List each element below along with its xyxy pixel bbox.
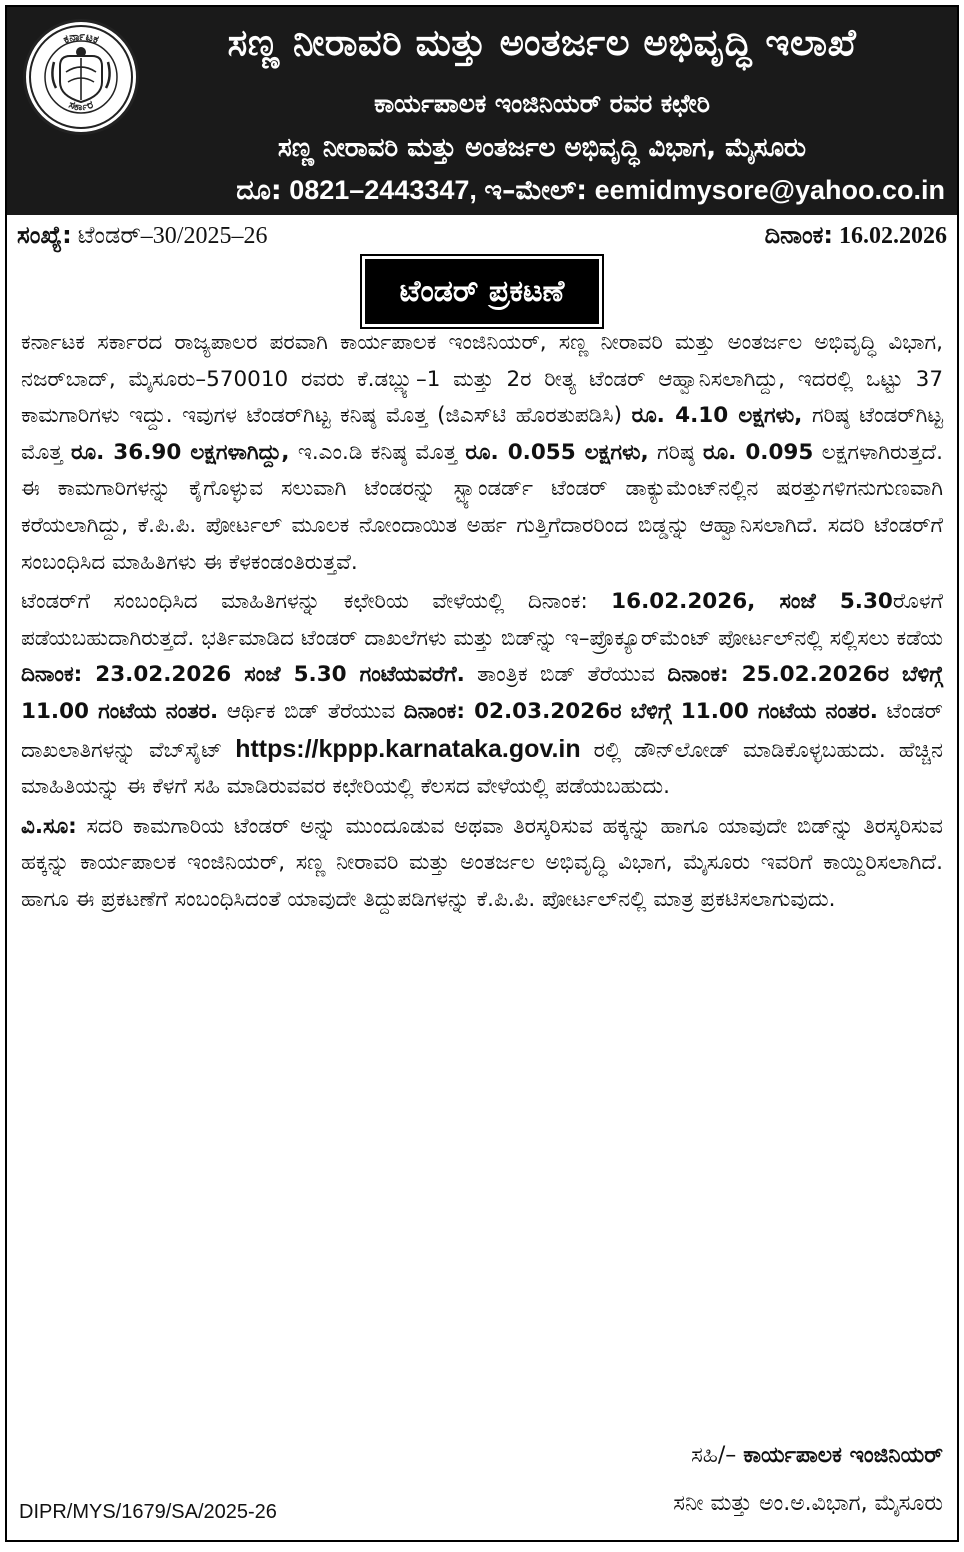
- note-label: ವಿ.ಸೂ:: [21, 813, 77, 839]
- email-label: ಇ–ಮೇಲ್:: [484, 175, 588, 206]
- tender-notice: [5, 5, 959, 1542]
- notice-meta: [7, 215, 957, 255]
- paragraph-schedule: [21, 584, 943, 806]
- p2-text-2: ರೊಳಗೆ ಪಡೆಯಬಹುದಾಗಿರುತ್ತದೆ. ಭರ್ತಿಮಾಡಿದ ಟೆಂಡರ್ ದಾಖಲೆಗಳು ಮತ್ತು ಬಿಡ್‌ನ್ನು ಇ–ಪ್ರೊಕ್ಯೂರ್‌ಮೆಂಟ್ ಪೋರ್ಟಲ್‌ನಲ್ಲಿ ಸಲ್ಲಿಸಲು ಕಡೆಯ: [21, 589, 943, 651]
- signature-office: ಸನೀ ಮತ್ತು ಅಂ.ಅ.ವಿಭಾಗ, ಮೈಸೂರು: [673, 1491, 943, 1516]
- department-title: ಸಣ್ಣ ನೀರಾವರಿ ಮತ್ತು ಅಂತರ್ಜಲ ಅಭಿವೃದ್ಧಿ ಇಲಾಖೆ: [227, 21, 857, 64]
- notice-number: ಟೆಂಡರ್–30/2025–26: [77, 223, 268, 249]
- note-text: ಸದರಿ ಕಾಮಗಾರಿಯ ಟೆಂಡರ್ ಅನ್ನು ಮುಂದೂಡುವ ಅಥವಾ ತಿರಸ್ಕರಿಸುವ ಹಕ್ಕನ್ನು ಹಾಗೂ ಯಾವುದೇ ಬಿಡ್‌ನ್ನು ತಿರಸ್ಕರಿಸುವ ಹಕ್ಕನ್ನು ಕಾರ್ಯಪಾಲಕ ಇಂಜಿನಿಯರ್, ಸಣ್ಣ ನೀರಾವರಿ ಮತ್ತು ಅಂತರ್ಜಲ ಅಭಿವೃದ್ಧಿ ವಿಭಾಗ, ಮೈಸೂರು ಇವರಿಗೆ ಕಾಯ್ದಿರಿಸಲಾಗಿದೆ. ಹಾಗೂ ಈ ಪ್ರಕಟಣೆಗೆ ಸಂಬಂಧಿಸಿದಂತೆ ಯಾವುದೇ ತಿದ್ದುಪಡಿಗಳನ್ನು ಕೆ.ಪಿ.ಪಿ. ಪೋರ್ಟಲ್‌ನಲ್ಲಿ ಮಾತ್ರ ಪ್ರಕಟಿಸಲಾಗುವುದು.: [21, 813, 943, 912]
- p2-financial-bid-opening: ದಿನಾಂಕ: 02.03.2026ರ ಬೆಳಿಗ್ಗೆ 11.00 ಗಂಟೆಯ ನಂತರ.: [403, 698, 878, 724]
- p2-technical-bid-opening: ದಿನಾಂಕ: 25.02.2026ರ ಬೆಳಿಗ್ಗೆ 11.00 ಗಂಟೆಯ ನಂತರ.: [21, 662, 943, 724]
- signature-designation: ಕಾರ್ಯಪಾಲಕ ಇಂಜಿನಿಯರ್: [743, 1443, 943, 1468]
- phone-number: 0821–2443347,: [289, 175, 477, 205]
- portal-link[interactable]: https://kppp.karnataka.gov.in: [235, 734, 581, 763]
- office-title: ಕಾರ್ಯಪಾಲಕ ಇಂಜಿನಿಯರ್ ರವರ ಕಛೇರಿ: [374, 89, 710, 118]
- p2-info-deadline: 16.02.2026, ಸಂಜೆ 5.30: [611, 589, 893, 615]
- contact-line: [139, 175, 945, 207]
- karnataka-emblem-icon: [23, 19, 139, 135]
- dipr-reference: DIPR/MYS/1679/SA/2025-26: [19, 1501, 277, 1523]
- p1-max-amount: ರೂ. 36.90 ಲಕ್ಷಗಳಾಗಿದ್ದು,: [71, 439, 290, 465]
- p2-text-1: ಟೆಂಡರ್‌ಗೆ ಸಂಬಂಧಿಸಿದ ಮಾಹಿತಿಗಳನ್ನು ಕಛೇರಿಯ ವೇಳೆಯಲ್ಲಿ ದಿನಾಂಕ:: [21, 589, 612, 615]
- phone-label: ದೂ:: [236, 175, 282, 206]
- paragraph-note: [21, 809, 943, 919]
- number-label: ಸಂಖ್ಯೆ:: [17, 221, 72, 249]
- p2-text-5: ಟೆಂಡರ್ ದಾಖಲಾತಿಗಳನ್ನು ವೆಬ್‌ಸೈಟ್: [21, 698, 943, 763]
- p1-emd-max: ರೂ. 0.095: [703, 439, 814, 465]
- seal-top-text: ಕರ್ನಾಟಕ: [61, 29, 101, 47]
- email-address: eemidmysore@yahoo.co.in: [594, 175, 945, 205]
- signature-prefix: ಸಹಿ/–: [691, 1443, 744, 1468]
- p1-emd-min: ರೂ. 0.055 ಲಕ್ಷಗಳು,: [465, 439, 649, 465]
- p1-text-5: ಲಕ್ಷಗಳಾಗಿರುತ್ತದೆ. ಈ ಕಾಮಗಾರಿಗಳನ್ನು ಕೈಗೊಳ್ಳುವ ಸಲುವಾಗಿ ಟೆಂಡರನ್ನು ಸ್ಟ್ಯಾಂಡರ್ಡ್ ಟೆಂಡರ್ ಡಾಕ್ಯುಮೆಂಟ್‌ನಲ್ಲಿನ ಷರತ್ತುಗಳಿಗನುಗುಣವಾಗಿ ಕರೆಯಲಾಗಿದ್ದು, ಕೆ.ಪಿ.ಪಿ. ಪೋರ್ಟಲ್ ಮೂಲಕ ನೋಂದಾಯಿತ ಅರ್ಹ ಗುತ್ತಿಗೆದಾರರಿಂದ ಬಿಡ್ಡನ್ನು ಆಹ್ವಾನಿಸಲಾಗಿದೆ. ಸದರಿ ಟೆಂಡರ್‌ಗೆ ಸಂಬಂಧಿಸಿದ ಮಾಹಿತಿಗಳು ಈ ಕೆಳಕಂಡಂತಿರುತ್ತವೆ.: [21, 439, 943, 575]
- date-label: ದಿನಾಂಕ:: [764, 221, 833, 249]
- seal-bottom-text: ಸರ್ಕಾರ: [67, 97, 95, 113]
- header-banner: [7, 7, 957, 215]
- p2-text-4: ಆರ್ಥಿಕ ಬಿಡ್ ತೆರೆಯುವ: [218, 698, 404, 724]
- paragraph-tender-details: [21, 325, 943, 581]
- p1-text-3: ಇ.ಎಂ.ಡಿ ಕನಿಷ್ಠ ಮೊತ್ತ: [289, 439, 466, 465]
- p1-text-2: ಗರಿಷ್ಠ ಟೆಂಡರ್‌ಗಿಟ್ಟ ಮೊತ್ತ: [21, 403, 944, 465]
- p2-text-6: ರಲ್ಲಿ ಡೌನ್‌ಲೋಡ್ ಮಾಡಿಕೊಳ್ಳಬಹುದು. ಹೆಚ್ಚಿನ ಮಾಹಿತಿಯನ್ನು ಈ ಕೆಳಗೆ ಸಹಿ ಮಾಡಿರುವವರ ಕಛೇರಿಯಲ್ಲಿ ಕೆಲಸದ ವೇಳೆಯಲ್ಲಿ ಪಡೆಯಬಹುದು.: [21, 737, 943, 800]
- notice-date: 16.02.2026: [839, 223, 947, 249]
- p2-text-3: ತಾಂತ್ರಿಕ ಬಿಡ್ ತೆರೆಯುವ: [464, 662, 668, 688]
- title-wrap: [7, 259, 957, 323]
- notice-body: [7, 323, 957, 919]
- notice-title: ಟೆಂಡರ್ ಪ್ರಕಟಣೆ: [365, 259, 600, 324]
- p1-text-4: ಗರಿಷ್ಠ: [648, 439, 704, 465]
- svg-text:ಸರ್ಕಾರ: [67, 98, 95, 113]
- p1-text-1: ಕರ್ನಾಟಕ ಸರ್ಕಾರದ ರಾಜ್ಯಪಾಲರ ಪರವಾಗಿ ಕಾರ್ಯಪಾಲಕ ಇಂಜಿನಿಯರ್, ಸಣ್ಣ ನೀರಾವರಿ ಮತ್ತು ಅಂತರ್ಜಲ ಅಭಿವೃದ್ಧಿ ವಿಭಾಗ, ನಜರ್‌ಬಾದ್, ಮೈಸೂರು–570010 ರವರು ಕೆ.ಡಬ್ಲ್ಯು–1 ಮತ್ತು 2ರ ರೀತ್ಯ ಟೆಂಡರ್ ಆಹ್ವಾನಿಸಲಾಗಿದ್ದು, ಇದರಲ್ಲಿ ಒಟ್ಟು 37 ಕಾಮಗಾರಿಗಳು ಇದ್ದು. ಇವುಗಳ ಟೆಂಡರ್‌ಗಿಟ್ಟ ಕನಿಷ್ಠ ಮೊತ್ತ (ಜಿಎಸ್‌ಟಿ ಹೊರತುಪಡಿಸಿ): [21, 330, 943, 429]
- p1-min-amount: ರೂ. 4.10 ಲಕ್ಷಗಳು,: [631, 403, 803, 429]
- p2-submission-deadline: ದಿನಾಂಕ: 23.02.2026 ಸಂಜೆ 5.30 ಗಂಟೆಯವರೆಗೆ.: [21, 662, 465, 688]
- signature-line: [691, 1443, 943, 1468]
- division-title: ಸಣ್ಣ ನೀರಾವರಿ ಮತ್ತು ಅಂತರ್ಜಲ ಅಭಿವೃದ್ಧಿ ವಿಭಾಗ, ಮೈಸೂರು: [277, 133, 807, 163]
